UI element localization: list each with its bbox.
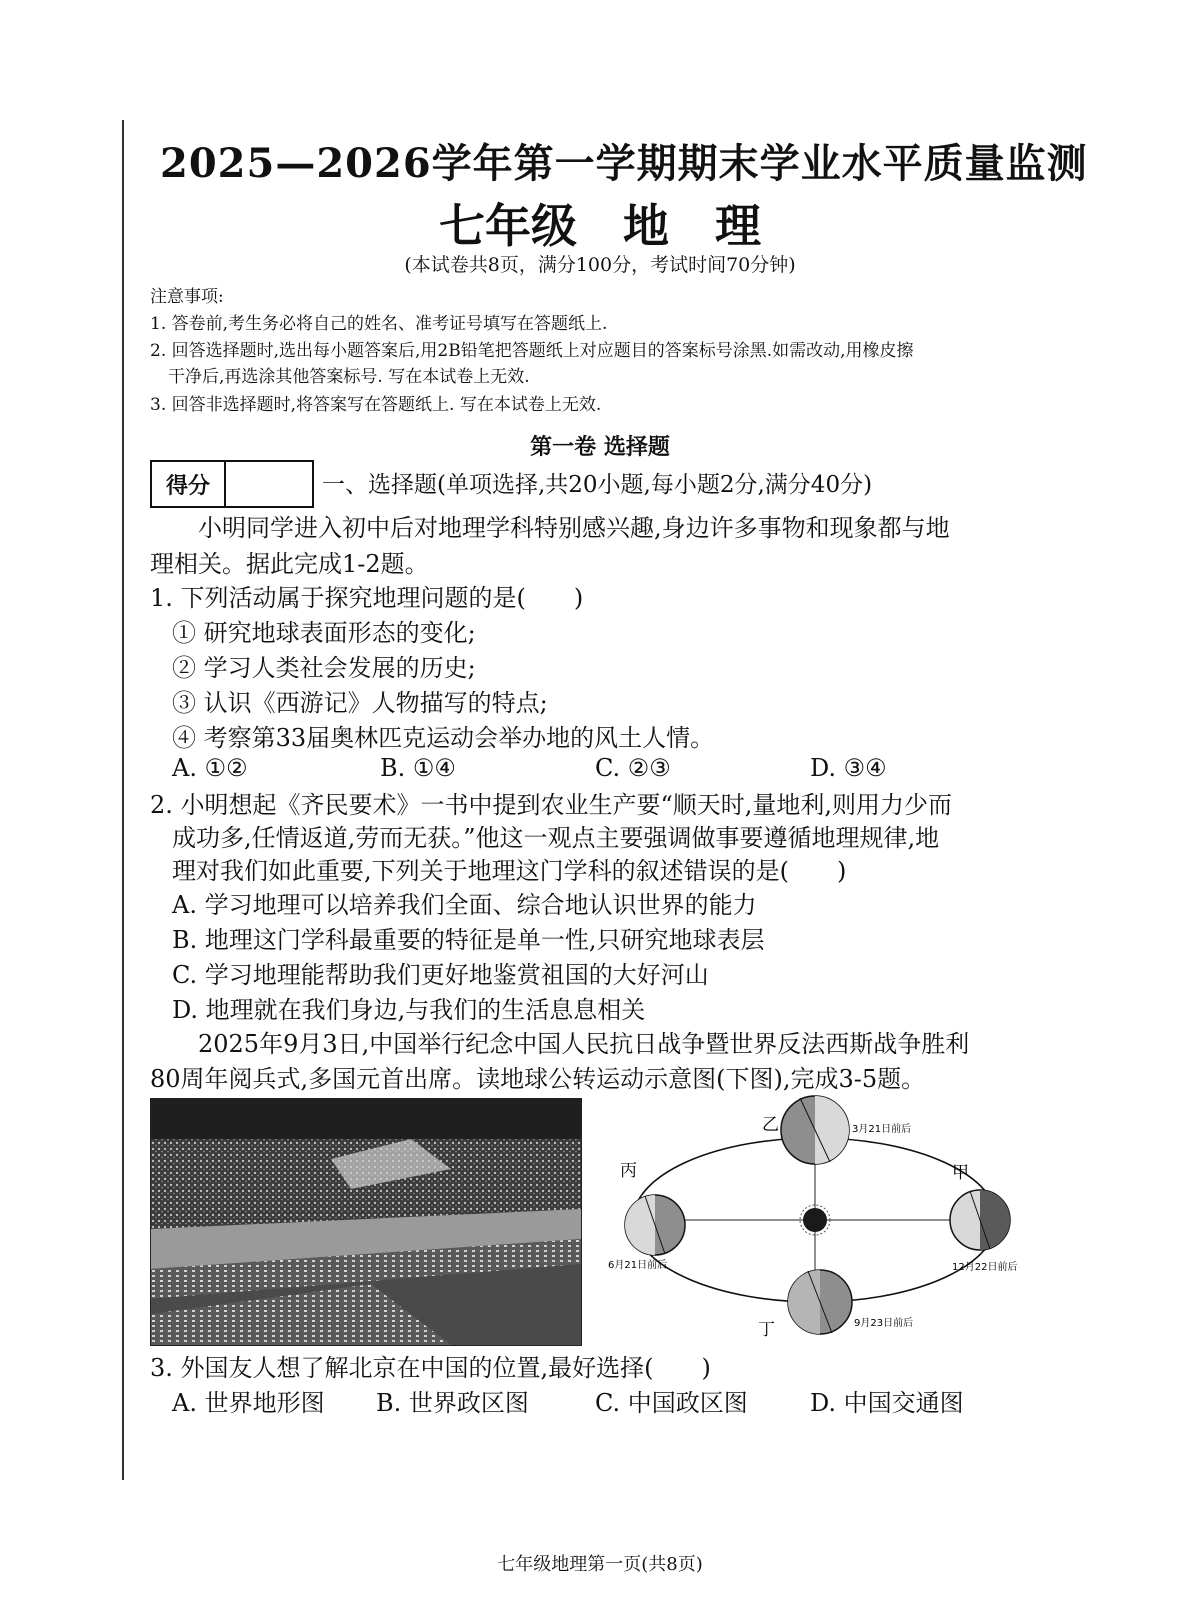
notice-heading: 注意事项: [150, 287, 224, 307]
label-yi: 乙 [762, 1115, 779, 1135]
sun-icon [803, 1208, 827, 1232]
q2-stem-line-1: 2. 小明想起《齐民要术》一书中提到农业生产要“顺天时,量地利,则用力少而 [150, 791, 953, 819]
earth-bing [625, 1195, 685, 1255]
q3-option-a: A. 世界地形图 [172, 1389, 325, 1417]
intro-2-line-2: 80周年阅兵式,多国元首出席。读地球公转运动示意图(下图),完成3-5题。 [150, 1065, 926, 1093]
intro-1-line-1: 小明同学进入初中后对地理学科特别感兴趣,身边许多事物和现象都与地 [198, 514, 950, 542]
label-jia: 甲 [952, 1163, 969, 1183]
q2-option-d: D. 地理就在我们身边,与我们的生活息息相关 [172, 996, 646, 1024]
notice-item-1: 1. 答卷前,考生务必将自己的姓名、准考证号填写在答题纸上. [150, 314, 608, 334]
page-footer: 七年级地理第一页(共8页) [497, 1554, 703, 1575]
score-box [150, 460, 314, 508]
q3-option-b: B. 世界政区图 [376, 1389, 529, 1417]
parade-photo-graphic [151, 1099, 581, 1345]
q1-option-d: D. ③④ [810, 754, 887, 782]
earth-ding [788, 1270, 852, 1334]
q2-option-a: A. 学习地理可以培养我们全面、综合地认识世界的能力 [172, 891, 757, 919]
earth-revolution-diagram [600, 1090, 1050, 1350]
exam-title: 2025—2026学年第一学期期末学业水平质量监测 [160, 140, 1088, 187]
earth-yi [781, 1096, 849, 1164]
label-ding: 丁 [758, 1320, 775, 1340]
notice-item-2-cont: 干净后,再选涂其他答案标号. 写在本试卷上无效. [168, 367, 530, 387]
q1-option-a: A. ①② [172, 754, 248, 782]
q2-stem-line-3: 理对我们如此重要,下列关于地理这门学科的叙述错误的是( ) [172, 857, 847, 885]
date-jun: 6月21日前后 [608, 1260, 668, 1271]
score-label: 得分 [152, 462, 226, 506]
exam-info: (本试卷共8页，满分100分，考试时间70分钟) [404, 254, 796, 276]
q1-option-b: B. ①④ [380, 754, 456, 782]
q1-stem: 1. 下列活动属于探究地理问题的是( ) [150, 584, 584, 612]
section-title: 第一卷 选择题 [530, 434, 670, 460]
q2-option-b: B. 地理这门学科最重要的特征是单一性,只研究地球表层 [172, 926, 765, 954]
notice-item-2: 2. 回答选择题时,选出每小题答案后,用2B铅笔把答题纸上对应题目的答案标号涂黑.如需改动,用橡皮擦 [150, 341, 914, 361]
intro-2-line-1: 2025年9月3日,中国举行纪念中国人民抗日战争暨世界反法西斯战争胜利 [198, 1030, 970, 1058]
notice-item-3: 3. 回答非选择题时,将答案写在答题纸上. 写在本试卷上无效. [150, 395, 602, 415]
q1-item-4: ④ 考察第33届奥林匹克运动会举办地的风土人情。 [172, 724, 715, 752]
q1-item-1: ① 研究地球表面形态的变化; [172, 619, 476, 647]
date-dec: 12月22日前后 [952, 1262, 1018, 1273]
q3-option-c: C. 中国政区图 [595, 1389, 748, 1417]
date-sep: 9月23日前后 [854, 1318, 914, 1329]
earth-jia [950, 1190, 1010, 1250]
intro-1-line-2: 理相关。据此完成1-2题。 [150, 550, 429, 578]
subject-title: 七年级 地 理 [439, 199, 761, 253]
q1-item-3: ③ 认识《西游记》人物描写的特点; [172, 689, 548, 717]
q3-stem: 3. 外国友人想了解北京在中国的位置,最好选择( ) [150, 1354, 711, 1382]
q1-item-2: ② 学习人类社会发展的历史; [172, 654, 476, 682]
binding-margin-line [122, 120, 124, 1480]
parade-photo [150, 1098, 582, 1346]
q3-option-d: D. 中国交通图 [810, 1389, 964, 1417]
date-mar: 3月21日前后 [852, 1124, 912, 1135]
q2-stem-line-2: 成功多,任情返道,劳而无获。”他这一观点主要强调做事要遵循地理规律,地 [172, 824, 940, 852]
q1-option-c: C. ②③ [595, 754, 671, 782]
score-blank [226, 462, 312, 506]
label-bing: 丙 [620, 1161, 637, 1181]
q2-option-c: C. 学习地理能帮助我们更好地鉴赏祖国的大好河山 [172, 961, 709, 989]
part-title: 一、选择题(单项选择,共20小题,每小题2分,满分40分) [322, 472, 873, 498]
